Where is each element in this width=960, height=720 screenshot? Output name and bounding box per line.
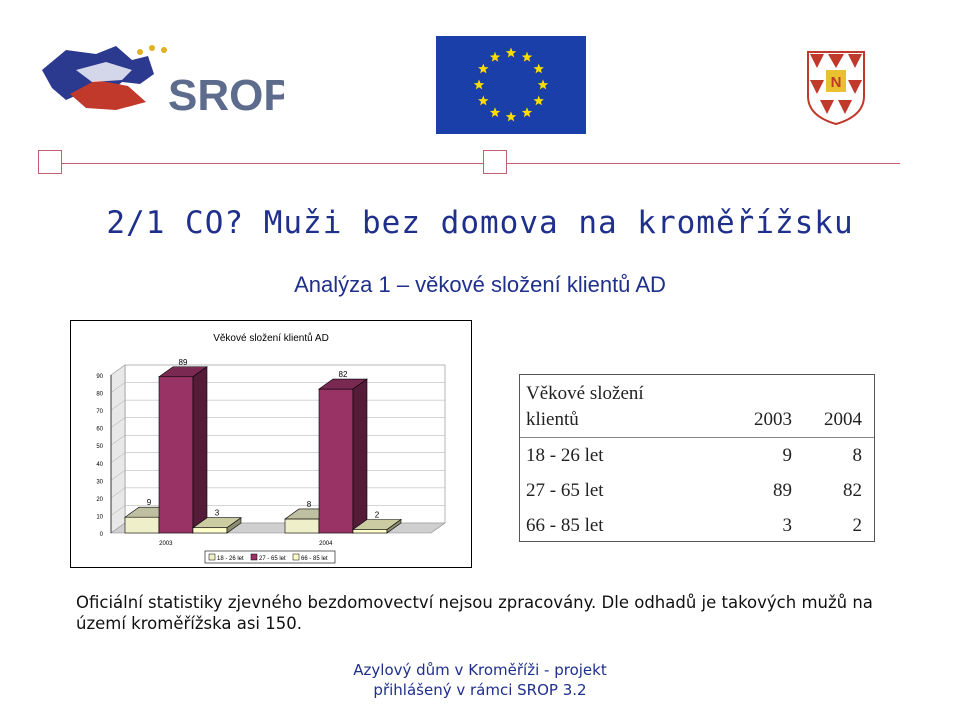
coat-letter: N	[830, 74, 842, 91]
data-label: 9	[146, 498, 152, 508]
eu-star-icon	[506, 48, 516, 58]
eu-star-icon	[538, 80, 548, 90]
y-tick-label: 20	[96, 496, 103, 503]
footer-line: přihlášený v rámci SROP 3.2	[373, 681, 587, 699]
y-tick-label: 30	[96, 479, 103, 486]
divider-square	[38, 150, 62, 174]
data-label: 89	[178, 357, 188, 367]
age-composition-table	[519, 374, 875, 542]
eu-star-icon	[478, 96, 488, 106]
eu-star-icon	[490, 107, 500, 117]
table-cell-2004: 2	[852, 515, 862, 536]
eu-flag-logo	[436, 36, 586, 134]
table-cell-2003: 3	[782, 515, 792, 536]
table-col-2003: 2003	[754, 409, 792, 430]
legend-label: 18 - 26 let	[217, 556, 244, 562]
table-col-2004: 2004	[824, 409, 862, 430]
eu-star-icon	[478, 64, 488, 74]
data-label: 2	[374, 510, 380, 520]
slide-subtitle: Analýza 1 – věkové složení klientů AD	[294, 272, 666, 297]
legend-swatch	[209, 554, 215, 560]
table-cell-2004: 82	[843, 480, 862, 501]
footer	[0, 660, 960, 700]
eu-star-icon	[534, 96, 544, 106]
legend-swatch	[293, 554, 299, 560]
bar-side	[353, 379, 367, 533]
slide-title: 2/1 CO? Muži bez domova na kroměřížsku	[106, 205, 854, 241]
srop-logo	[36, 40, 284, 124]
y-tick-label: 10	[96, 514, 103, 521]
bar-side	[193, 367, 207, 533]
chart-bar	[319, 379, 367, 533]
data-label: 8	[306, 499, 312, 509]
statistics-note: Oficiální statistiky zjevného bezdomovectví nejsou zpracovány. Dle odhadů je takových mužů na území kroměřížska asi 150.	[76, 593, 873, 633]
table-row-label: 27 - 65 let	[526, 480, 604, 501]
table-row-label: 18 - 26 let	[526, 445, 604, 466]
y-tick-label: 0	[99, 532, 103, 538]
y-tick-label: 90	[96, 374, 103, 380]
bar-front	[319, 389, 353, 533]
bar-front	[125, 517, 159, 533]
header-divider	[38, 163, 900, 164]
divider-square	[483, 150, 507, 174]
bar-front	[353, 529, 387, 533]
coat-of-arms-logo	[806, 50, 866, 126]
y-tick-label: 80	[96, 391, 103, 398]
y-tick-label: 70	[96, 409, 103, 416]
bar-front	[159, 377, 193, 533]
table-cell-2003: 9	[782, 445, 792, 466]
table-row-label: 66 - 85 let	[526, 515, 604, 536]
legend-label: 27 - 65 let	[259, 556, 286, 562]
table-header-label: Věkové složení	[526, 383, 644, 404]
chart-side-wall	[111, 365, 125, 533]
y-tick-label: 60	[96, 426, 103, 433]
chart-title: Věkové složení klientů AD	[213, 333, 329, 344]
bar-front	[193, 528, 227, 533]
legend-label: 66 - 85 let	[301, 556, 328, 562]
bar-front	[285, 519, 319, 533]
eu-star-icon	[522, 107, 532, 117]
table-header-label: klientů	[526, 409, 579, 430]
legend-swatch	[251, 554, 257, 560]
table-separator	[520, 437, 874, 438]
eu-star-icon	[522, 52, 532, 62]
table-cell-2003: 89	[773, 480, 792, 501]
x-tick-label: 2004	[319, 541, 333, 547]
srop-logo-text: SROP	[168, 71, 284, 120]
eu-star-icon	[474, 80, 484, 90]
chart-bar	[159, 367, 207, 533]
x-tick-label: 2003	[159, 541, 173, 547]
eu-star-icon	[506, 112, 516, 122]
table-cell-2004: 8	[852, 445, 862, 466]
data-label: 3	[214, 508, 220, 518]
eu-star-icon	[490, 52, 500, 62]
age-composition-chart	[70, 320, 472, 568]
y-tick-label: 40	[96, 461, 103, 468]
footer-line: Azylový dům v Kroměříži - projekt	[353, 661, 607, 679]
eu-star-icon	[534, 64, 544, 74]
data-label: 82	[338, 370, 348, 380]
y-tick-label: 50	[96, 444, 103, 451]
